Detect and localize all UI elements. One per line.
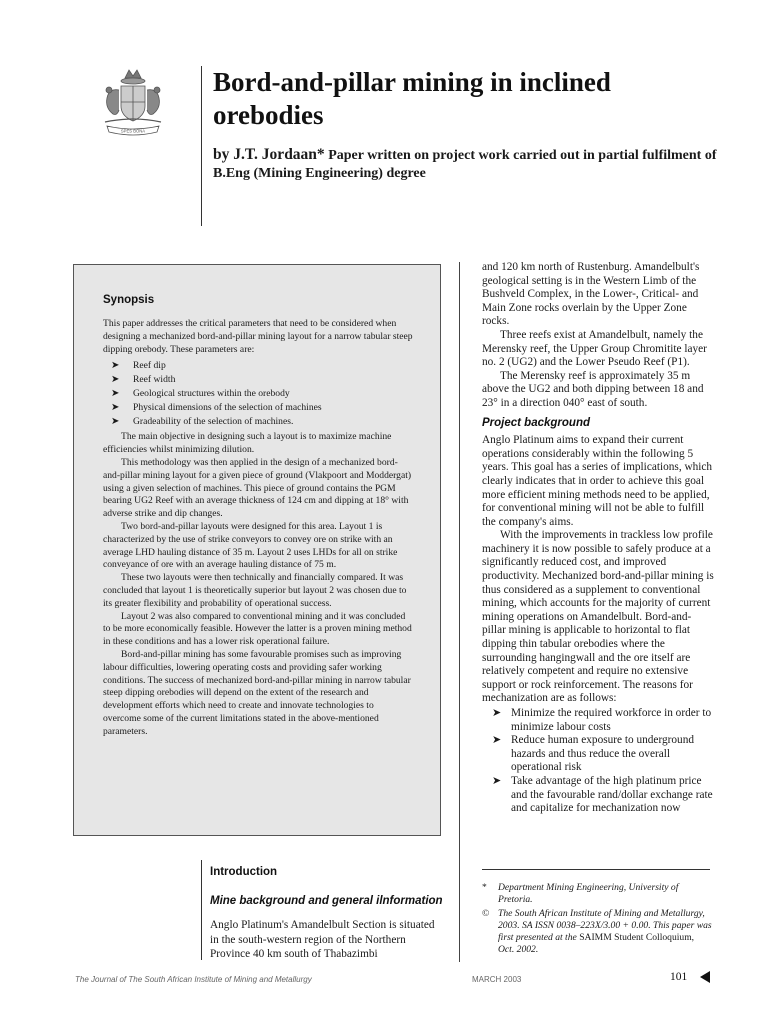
synopsis-paragraph: Bord-and-pillar mining has some favourable promises such as improving labour difficulties, lowering operating costs and providing safer working conditions. The success of mechanized bord-and-pillar mining in narrow tabular steep dipping orebodies will depend on the extent of the research and development efforts which need to create and innovate technologies to overcome some of the current limitations stated in the above-mentioned parameters.	[103, 648, 411, 737]
introduction-divider	[201, 860, 202, 960]
body-paragraph: and 120 km north of Rustenburg. Amandelbult's geological setting is in the Western Limb of the Bushveld Complex, in the Lower-, Critical- and Main Zone rocks overlain by the Upper Zone rocks.	[482, 261, 700, 328]
byline-description: Paper written on project work carried out in partial fulfilment of B.Eng (Mining Engineering) degree	[213, 148, 717, 181]
arrow-bullet-icon: ➤	[492, 707, 502, 719]
column-divider	[459, 262, 460, 962]
footnote-marker: *	[482, 882, 487, 893]
list-item: ➤ Take advantage of the high platinum price and the favourable rand/dollar exchange rate and capitalize for mechanization now	[492, 774, 713, 815]
body-paragraph: With the improvements in trackless low profile machinery it is now possible to safely produce at a significantly reduced cost, and improved productivity. Mechanized bord-and-pillar mining is thus considered as a supplement to conventional mining, which accounts for the majority of current mining operations on Amandelbult. Bord-and-pillar mining is applicable to horizontal to flat dipping thin tabular orebodies where the surrounding hangingwall and the ore itself are relatively competent and require no extensive support or rock reinforcement. The reasons for mechanization are as follows:	[482, 529, 714, 705]
list-item: ➤ Physical dimensions of the selection of machines	[111, 401, 322, 413]
footnotes	[482, 882, 712, 958]
author-name: by J.T. Jordaan*	[213, 146, 325, 163]
synopsis-paragraph: This methodology was then applied in the design of a mechanized bord-and-pillar mining layout for a given piece of ground (Vlakpoort and Moddergat) using a given selection of machines. This piece of ground contains the PGM bearing UG2 Reef with an average thickness of 124 cm and dipping at 18° with adverse strike and dip changes.	[103, 456, 412, 520]
coat-of-arms-logo	[95, 66, 171, 138]
introduction-heading: Introduction	[210, 866, 278, 878]
list-item: ➤ Gradeability of the selection of machines.	[111, 415, 294, 427]
right-column	[482, 261, 714, 816]
body-paragraph: The Merensky reef is approximately 35 m above the UG2 and both dipping between 18 and 23° in a direction 040° east of south.	[482, 369, 704, 409]
list-item: ➤ Reef dip	[111, 360, 166, 372]
project-background-heading: Project background	[482, 416, 590, 429]
list-item: ➤ Geological structures within the orebody	[111, 387, 290, 399]
arrow-bullet-icon: ➤	[111, 415, 120, 427]
synopsis-paragraph: The main objective in designing such a layout is to maximize machine efficiencies whilst minimizing dilution.	[103, 431, 392, 456]
page-number: 101	[670, 971, 688, 983]
title-divider	[201, 66, 202, 226]
logo-motto: SPES BONA	[120, 128, 146, 134]
arrow-bullet-icon: ➤	[111, 360, 120, 372]
synopsis-parameter-list	[103, 359, 413, 428]
journal-name: The Journal of The South African Institute of Mining and Metallurgy	[75, 975, 312, 984]
arrow-bullet-icon: ➤	[111, 401, 120, 413]
paper-title: Bord-and-pillar mining in inclined orebodies	[213, 67, 611, 130]
body-paragraph: Anglo Platinum's Amandelbult Section is situated in the south-western region of the Northern Province 40 km south of Thabazimbi	[210, 919, 435, 960]
synopsis-paragraph: These two layouts were then technically and financially compared. It was concluded that layout 1 is theoretically superior but layout 2 was chosen due to its greater flexibility and probability of operational success.	[103, 572, 407, 609]
synopsis-intro: This paper addresses the critical parameters that need to be considered when designing a mechanized bord-and-pillar mining layout for a narrow tabular steep dipping orebody. These parameters are:	[103, 318, 413, 355]
arrow-bullet-icon: ➤	[492, 774, 502, 787]
list-item: ➤ Minimize the required workforce in order to minimize labour costs	[492, 707, 712, 733]
synopsis-paragraph: Two bord-and-pillar layouts were designed for this area. Layout 1 is characterized by the use of strike conveyors to convey ore on strike with an average LHD hauling distance of 35 m. Layout 2 uses LHDs for all on strike conveyance of ore with an average hauling distance of 75 m.	[103, 520, 398, 571]
list-item: ➤ Reduce human exposure to underground hazards and thus reduce the overall operational risk	[492, 734, 695, 774]
byline	[213, 146, 723, 183]
page-arrow-icon	[700, 971, 710, 983]
introduction-subheading: Mine background and general ilnformation	[210, 895, 443, 907]
arrow-bullet-icon: ➤	[492, 734, 502, 747]
introduction-body	[210, 918, 442, 962]
synopsis-paragraph: Layout 2 was also compared to conventional mining and it was concluded to be more economically feasible. However the latter is a proven mining method in these conditions and has a lower risk operational failure.	[103, 610, 412, 648]
synopsis-body	[103, 318, 413, 739]
list-item: ➤ Reef width	[111, 374, 176, 386]
body-paragraph: Anglo Platinum aims to expand their current operations considerably within the following 5 years. This goal has a series of implications, which clearly indicates that in order to achieve this goal more efficient mining methods need to be applied, for conventional mining will not be able to fulfill the company's aims.	[482, 434, 713, 528]
footnote-copyright: © The South African Institute of Mining and Metallurgy, 2003. SA ISSN 0038–223X/3.00 + 0.00. This paper was first presented at the SAIMM Student Colloquium, Oct. 2002.	[482, 908, 712, 955]
arrow-bullet-icon: ➤	[111, 374, 120, 386]
issue-date: MARCH 2003	[472, 975, 522, 984]
arrow-bullet-icon: ➤	[111, 387, 120, 399]
mechanization-reasons-list	[482, 707, 714, 816]
footnote-affiliation: * Department Mining Engineering, University of Pretoria.	[482, 882, 679, 905]
footnote-divider	[482, 869, 710, 870]
synopsis-heading: Synopsis	[103, 294, 155, 306]
copyright-marker: ©	[482, 908, 490, 919]
body-paragraph: Three reefs exist at Amandelbult, namely the Merensky reef, the Upper Group Chromitite layer no. 2 (UG2) and the Lower Pseudo Reef (P1).	[482, 328, 707, 369]
